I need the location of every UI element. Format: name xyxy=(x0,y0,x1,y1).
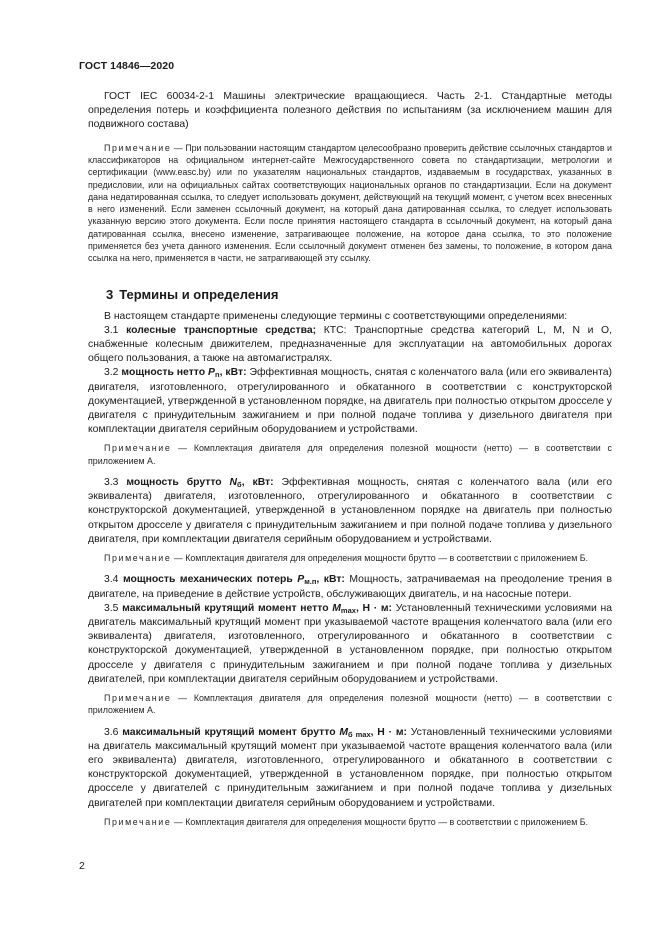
term-symbol-subscript: б xyxy=(237,480,242,489)
term-definition: Эффективная мощность, снятая с коленчатого вала (или его эквивалента) двигателя, изготовленного, отрегулированного и обкатанного в соответствии с конструкторской документацией, утвержденной в установленном порядке, на двигатель при полностью открытом дросселе у двигателя с принудительным зажиганием и при полной подаче топлива у дизельного двигателя при комплектации двигателя серийным оборудованием и устройствами. xyxy=(88,367,613,436)
term-symbol: N xyxy=(229,477,238,488)
note-text: При пользовании настоящим стандартом целесообразно проверить действие ссылочных стандартов и классификаторов на официальном интернет-сайте Межгосударственного совета по стандартизации, метрологии и сертификации (www.easc.by) или по указателям национальных стандартов, издаваемым в государствах, указанных в предисловии, или на официальных сайтах соответствующих национальных органов по стандартизации. Если на документ дана недатированная ссылка, то следует использовать документ, действующий на текущий момент, с учетом всех внесенных в него изменений. Если заменен ссылочный документ, на который дана датированная ссылка, то следует использовать указанную версию этого документа. Если после принятия настоящего стандарта в ссылочный документ, на который дана датированная ссылка, внесено изменение, затрагивающее положение, на которое дана ссылка, то это положение применяется без учета данного изменения. Если ссылочный документ отменен без замены, то положение, в котором дана ссылка на него, применяется в части, не затрагивающей эту ссылку. xyxy=(88,142,612,264)
term-symbol-subscript: n xyxy=(214,370,220,380)
term-unit: , кВт: xyxy=(241,477,274,488)
section-number: 3 xyxy=(106,286,114,302)
term-3-2 xyxy=(88,366,612,437)
term-symbol-subscript: б max xyxy=(347,729,371,739)
page-number: 2 xyxy=(79,860,85,872)
term-symbol-subscript: м.п xyxy=(304,577,317,587)
term-name: максимальный крутящий момент брутто xyxy=(122,726,340,738)
term-symbol: P xyxy=(297,574,305,586)
section-intro: В настоящем стандарте применены следующие термины с соответствующими определениями: xyxy=(104,310,568,322)
page-content xyxy=(88,90,612,828)
term-number: 3.5 xyxy=(104,602,119,614)
note-label: Примечание xyxy=(104,142,172,153)
term-number: 3.4 xyxy=(104,574,119,586)
note-text: Комплектация двигателя для определения мощности брутто — в соответствии с приложением Б. xyxy=(185,553,589,564)
term-number: 3.1 xyxy=(104,324,119,336)
term-name: мощность механических потерь xyxy=(122,574,298,586)
term-3-3 xyxy=(88,476,612,547)
term-symbol: M xyxy=(339,726,348,738)
note-3-3: Примечание — Комплектация двигателя для определения мощности брутто — в соответствии с приложением Б. xyxy=(104,553,589,564)
term-symbol: M xyxy=(332,602,341,614)
note-3-6: Примечание — Комплектация двигателя для определения мощности брутто — в соответствии с приложением Б. xyxy=(104,816,589,827)
term-number: 3.6 xyxy=(104,726,119,738)
term-definition: Эффективная мощность, снятая с коленчатого вала (или его эквивалента) двигателя, изготовленного, отрегулированного и обкатанного в соответствии с конструкторской документацией, утвержденной в установленном порядке на двигатель при полностью открытом дросселе у двигателя с принудительным зажиганием и при полной подаче топлива у дизельного двигателя, при комплектации двигателя серийным оборудованием и устройствами. xyxy=(88,477,612,545)
section-heading xyxy=(88,287,612,303)
normative-reference: ГОСТ IEC 60034-2-1 Машины электрические вращающиеся. Часть 2-1. Стандартные методы определения потерь и коэффициента полезного действия по испытаниям (за исключением машин для подвижного состава) xyxy=(88,91,612,131)
term-unit: , кВт: xyxy=(316,574,345,586)
standard-header: ГОСТ 14846—2020 xyxy=(79,60,175,72)
term-definition: КТС: Транспортные средства категорий L, M, N и O, снабженные колесным движителем, предназначенные для эксплуатации на автомобильных дорогах общего пользования, а также на автомагистралях. xyxy=(88,324,612,365)
term-3-1 xyxy=(88,324,612,367)
note-3-2: Примечание — Комплектация двигателя для определения полезной мощности (нетто) — в соответствии с приложением А. xyxy=(88,443,612,466)
term-symbol: P xyxy=(208,367,215,379)
note-label: Примечание xyxy=(104,553,172,564)
term-3-6 xyxy=(88,726,612,811)
term-name: мощность брутто xyxy=(126,477,230,488)
term-name: колесные транспортные средства; xyxy=(126,324,317,336)
term-symbol-subscript: max xyxy=(340,605,356,615)
term-definition: Установленный техническими условиями на двигатель максимальный крутящий момент при указываемой частоте вращения коленчатого вала (или его эквивалента) двигателя, изготовленного, отрегулированного и обкатанного в соответствии с конструкторской документацией, утвержденной в установленном порядке, при полностью открытом дросселе у двигателя с принудительным зажиганием и при полной подаче топлива у дизельных двигателей, при комплектации двигателя серийным оборудованием и устройствами. xyxy=(88,602,612,685)
term-definition: Мощность, затрачиваемая на преодоление трения в двигателе, на приведение в действие устройств, обслуживающих двигатель, и на насосные потери. xyxy=(88,574,613,600)
note-3-5: Примечание — Комплектация двигателя для определения полезной мощности (нетто) — в соответствии с приложением А. xyxy=(88,692,612,716)
note-referenced-standards: Примечание — При пользовании настоящим стандартом целесообразно проверить действие ссылочных стандартов и классификаторов на официальном интернет-сайте Межгосударственного совета по стандартизации, метрологии и сертификации (www.easc.by) или по указателям национальных стандартов, издаваемым в государствах, указанных в предисловии, или на официальных сайтах соответствующих национальных органов по стандартизации. Если на документ дана недатированная ссылка, то следует использовать документ, действующий на текущий момент, с учетом всех внесенных в него изменений. Если заменен ссылочный документ, на который дана датированная ссылка, то следует использовать указанную версию этого документа. Если после принятия настоящего стандарта в ссылочный документ, на который дана датированная ссылка, внесено изменение, затрагивающее положение, на которое дана ссылка, то это положение применяется без учета данного изменения. Если ссылочный документ отменен без замены, то положение, в котором дана ссылка на него, применяется в части, не затрагивающей эту ссылку. xyxy=(88,142,612,264)
term-definition: Установленный техническими условиями на двигатель максимальный крутящий момент при указываемой частоте вращения коленчатого вала (или его эквивалента) двигателя, изготовленного, отрегулированного и обкатанного в соответствии с конструкторской документацией, утвержденной в установленном порядке, при полностью открытом дросселе у двигателей с принудительным зажиганием и при полной подаче топлива у дизельных двигателей при комплектации двигателя серийным оборудованием и устройствами. xyxy=(88,726,612,809)
note-label: Примечание xyxy=(104,692,172,703)
note-label: Примечание xyxy=(104,443,172,454)
term-name: мощность нетто xyxy=(121,367,209,379)
term-3-5 xyxy=(88,602,612,687)
term-number: 3.3 xyxy=(104,477,119,488)
term-unit: , Н · м: xyxy=(370,726,407,738)
term-unit: , кВт: xyxy=(219,367,247,379)
term-name: максимальный крутящий момент нетто xyxy=(122,602,333,614)
section-title: Термины и определения xyxy=(119,286,279,302)
note-text: Комплектация двигателя для определения полезной мощности (нетто) — в соответствии с приложением А. xyxy=(88,692,612,716)
note-text: Комплектация двигателя для определения полезной мощности (нетто) — в соответствии с приложением А. xyxy=(88,443,612,466)
note-label: Примечание xyxy=(104,816,172,827)
term-unit: , Н · м: xyxy=(355,602,393,614)
note-text: Комплектация двигателя для определения мощности брутто — в соответствии с приложением Б. xyxy=(185,816,589,827)
term-number: 3.2 xyxy=(104,367,119,379)
term-3-4 xyxy=(88,573,612,601)
